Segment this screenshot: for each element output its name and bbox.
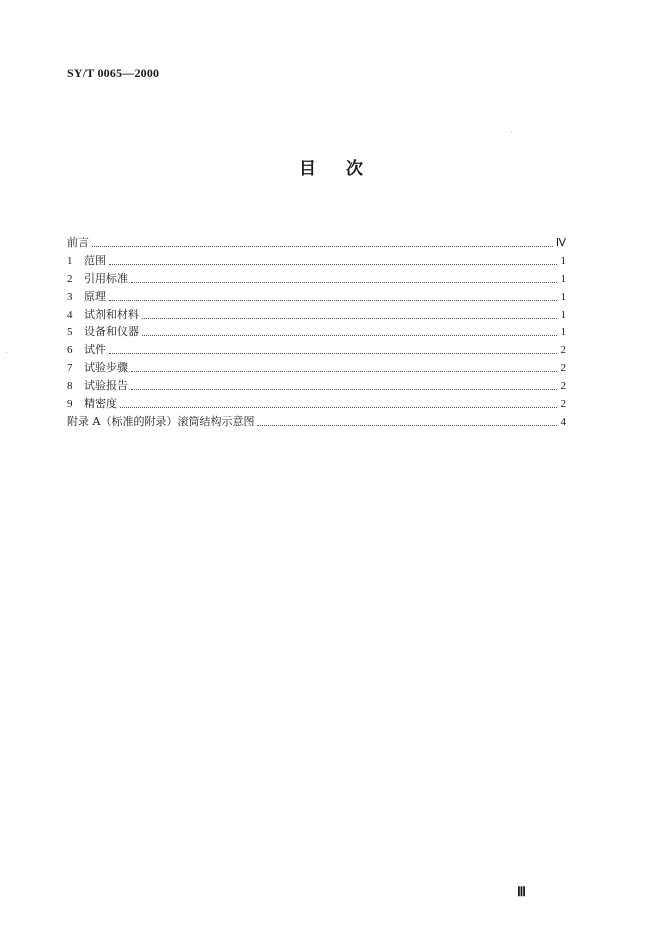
toc-entry-label: 设备和仪器 — [84, 325, 139, 339]
toc-entry-page: 1 — [560, 272, 566, 285]
toc-entry-label: 试件 — [84, 343, 106, 357]
toc-entry-page: 4 — [560, 415, 566, 428]
toc-entry-number: 8 — [67, 380, 73, 393]
toc-entry-page: 2 — [560, 398, 566, 411]
toc-entry-page: 1 — [560, 308, 566, 321]
toc-entry-label: 试验报告 — [84, 379, 128, 393]
toc-entry-equipment[interactable] — [67, 323, 566, 341]
toc-entry-label: 范围 — [84, 253, 106, 267]
toc-leader-dots — [257, 424, 557, 426]
toc-entry-label: 试剂和材料 — [84, 307, 139, 321]
toc-leader-dots — [109, 263, 557, 265]
toc-entry-label: 精密度 — [84, 397, 117, 411]
scan-speck — [511, 132, 512, 133]
toc-entry-reagents[interactable] — [67, 306, 566, 324]
toc-entry-number: 7 — [67, 362, 73, 375]
toc-entry-label: 前言 — [67, 236, 89, 249]
page-title: 目次 — [299, 159, 393, 179]
toc-entry-principle[interactable] — [67, 288, 566, 306]
toc-entry-label: 引用标准 — [84, 271, 128, 285]
toc-entry-procedure[interactable] — [67, 359, 566, 377]
toc-entry-label: 附录 A（标准的附录）滚筒结构示意图 — [67, 414, 255, 428]
toc-entry-number: 6 — [67, 344, 73, 357]
toc-entry-number: 4 — [67, 308, 73, 321]
toc-entry-specimen[interactable] — [67, 341, 566, 359]
page-number: Ⅲ — [517, 884, 526, 899]
scan-speck — [6, 352, 7, 353]
toc-entry-page: 2 — [560, 362, 566, 375]
toc-entry-foreword[interactable] — [67, 234, 566, 252]
toc-entry-page: 2 — [560, 380, 566, 393]
toc-leader-dots — [142, 317, 557, 319]
toc-entry-page: 1 — [560, 254, 566, 267]
toc-entry-page: 1 — [560, 290, 566, 303]
standard-code: SY/T 0065—2000 — [67, 66, 160, 80]
toc-entry-number: 9 — [67, 398, 73, 411]
toc-entry-label: 原理 — [84, 289, 106, 303]
toc-leader-dots — [109, 299, 557, 301]
toc-entry-appendix-a[interactable] — [67, 413, 566, 431]
toc-entry-label: 试验步骤 — [84, 361, 128, 375]
toc-entry-number: 5 — [67, 326, 73, 339]
toc-entry-report[interactable] — [67, 377, 566, 395]
toc-entry-number: 1 — [67, 254, 73, 267]
toc-entry-page: 1 — [560, 326, 566, 339]
toc-entry-references[interactable] — [67, 270, 566, 288]
toc-entry-number: 2 — [67, 272, 73, 285]
toc-entry-precision[interactable] — [67, 395, 566, 413]
toc-leader-dots — [142, 334, 557, 336]
toc-entry-scope[interactable] — [67, 252, 566, 270]
scan-speck — [551, 286, 552, 287]
toc-leader-dots — [120, 406, 557, 408]
toc-entry-page: 2 — [560, 344, 566, 357]
toc-leader-dots — [131, 370, 557, 372]
toc-entry-page: Ⅳ — [555, 237, 566, 249]
toc-leader-dots — [109, 352, 557, 354]
toc-leader-dots — [92, 245, 553, 247]
toc-leader-dots — [131, 281, 557, 283]
toc-entry-number: 3 — [67, 290, 73, 303]
table-of-contents — [67, 234, 566, 431]
toc-leader-dots — [131, 388, 557, 390]
